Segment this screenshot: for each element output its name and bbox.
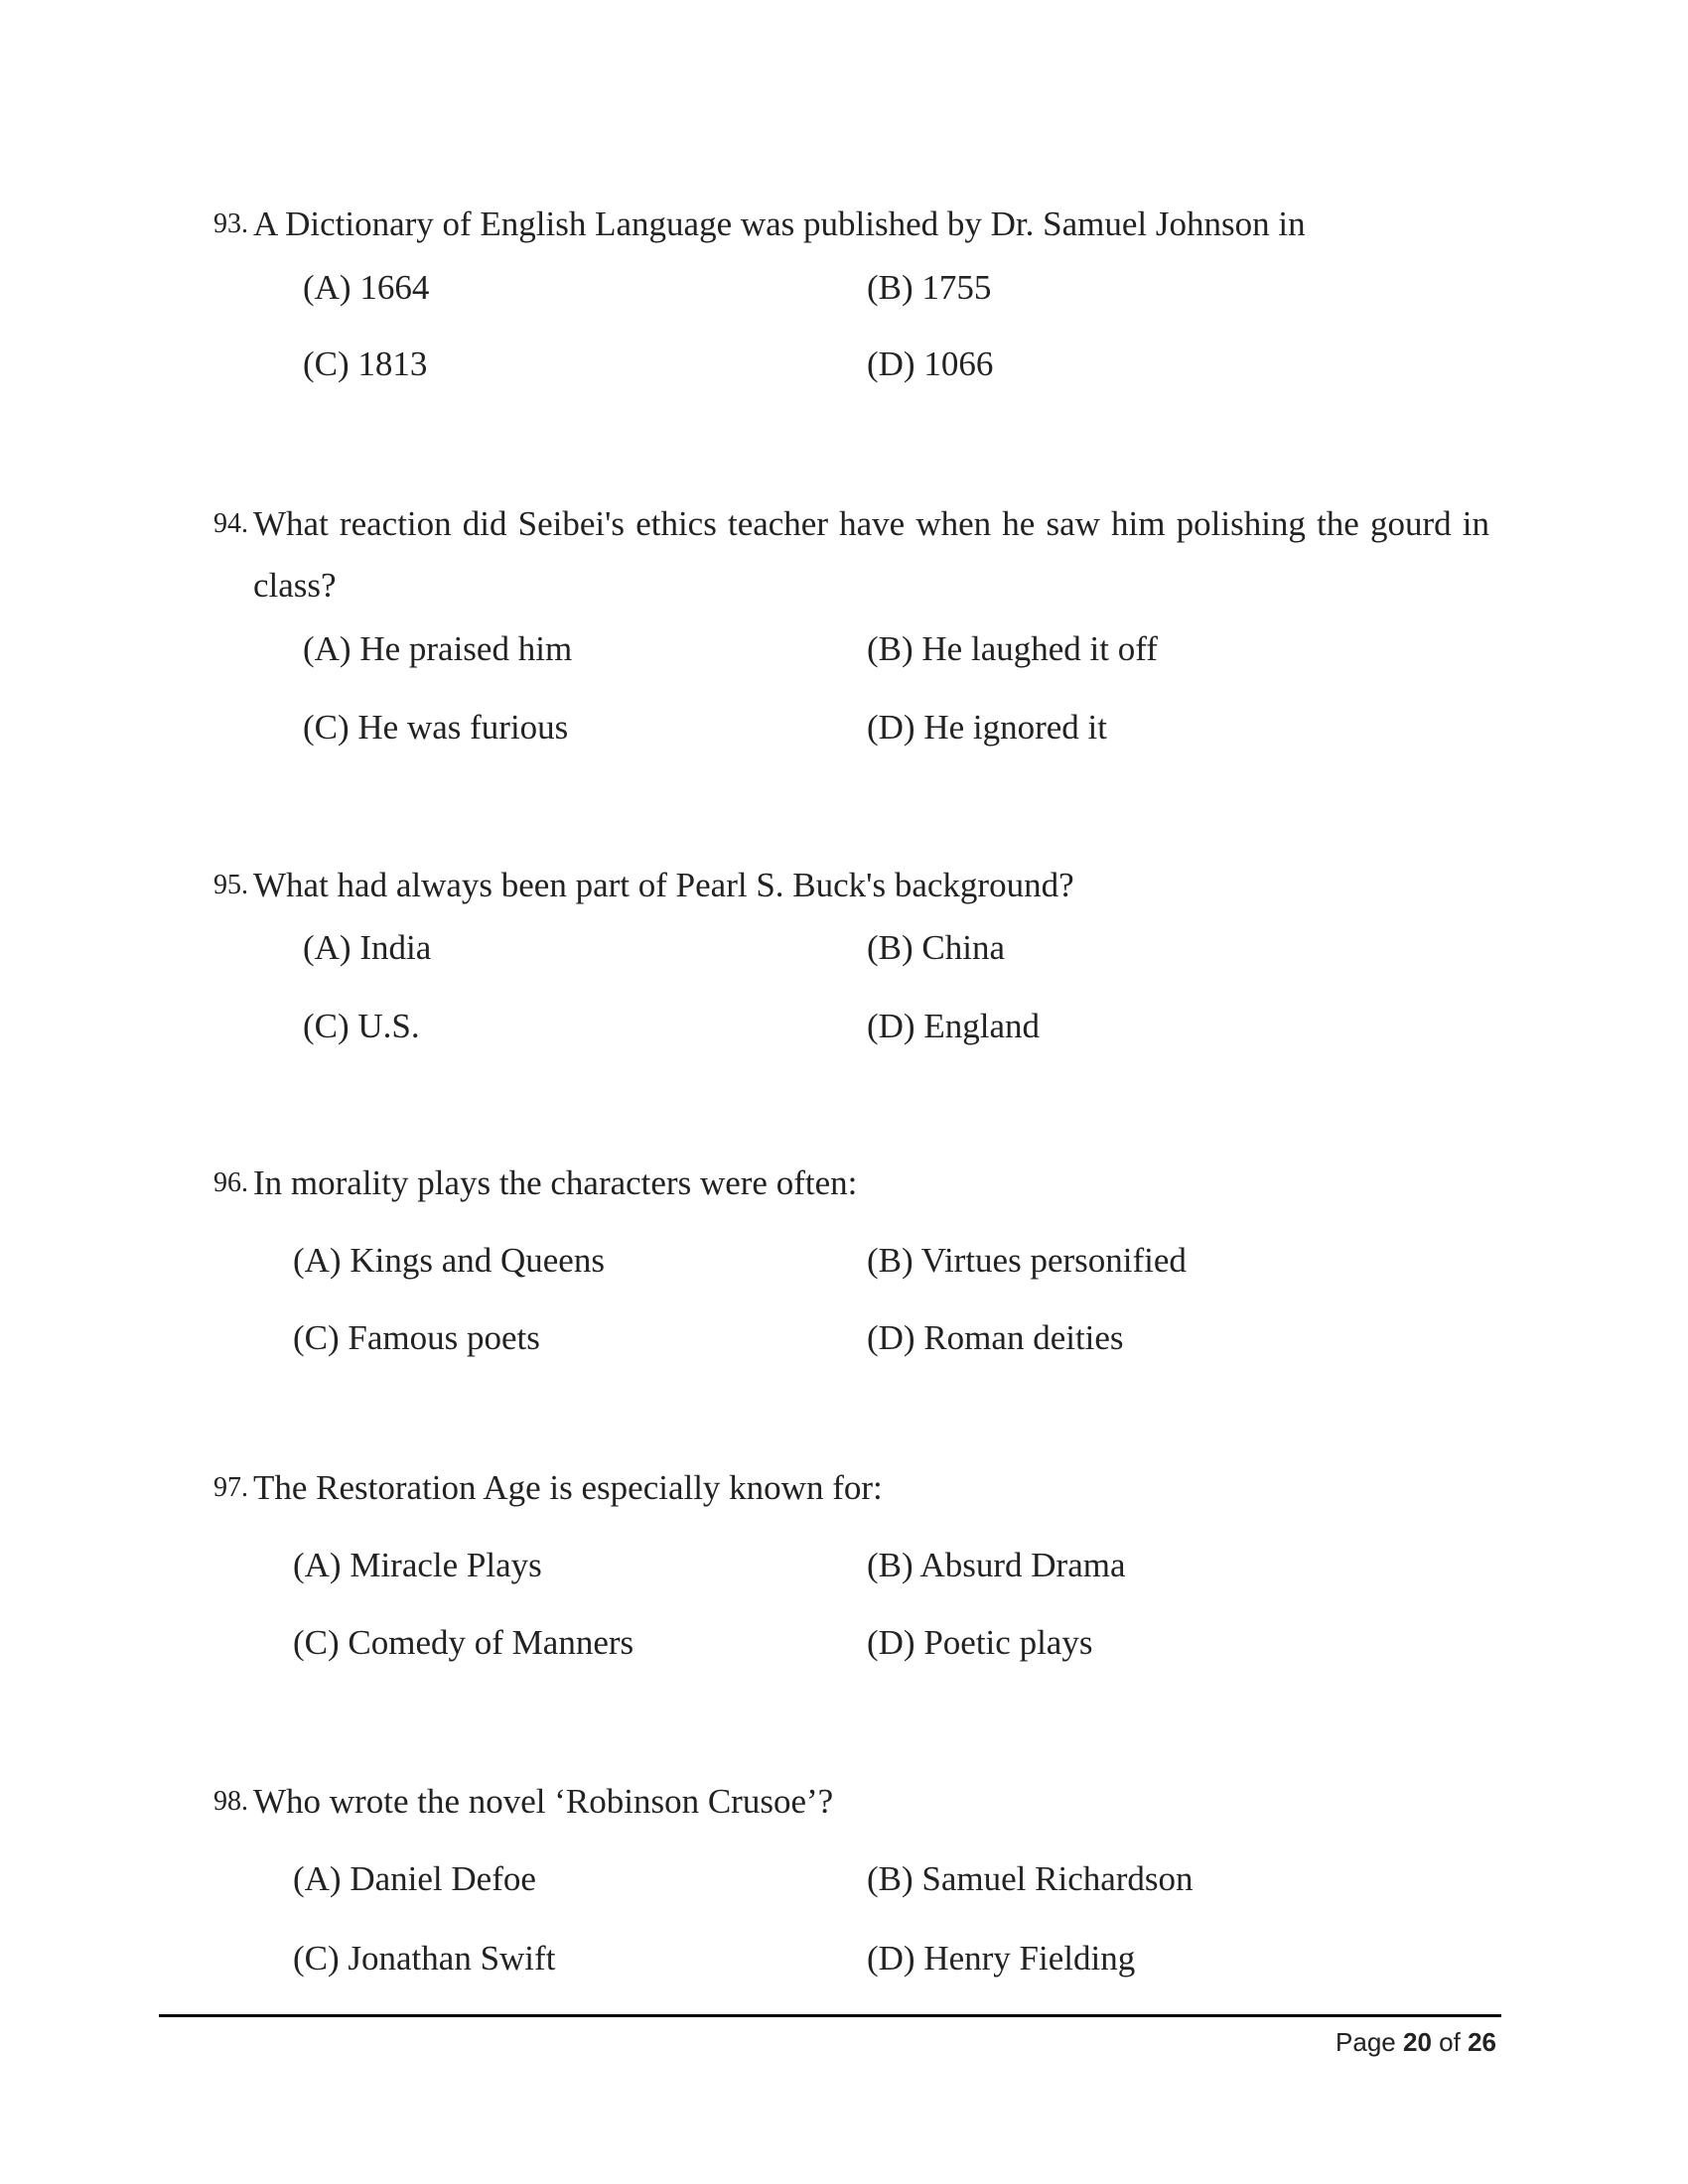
- option-a: (A) India: [303, 928, 432, 967]
- option-c: (C) He was furious: [303, 708, 569, 747]
- option-c: (C) U.S.: [303, 1007, 420, 1045]
- question-text: What reaction did Seibei's ethics teacher have when he saw him polishing the gourd in class?: [253, 504, 1489, 605]
- option-c: (C) Jonathan Swift: [293, 1939, 556, 1978]
- question-text: A Dictionary of English Language was published by Dr. Samuel Johnson in: [253, 205, 1306, 243]
- question-number: 98.: [213, 1786, 248, 1817]
- option-b: (B) China: [867, 928, 1006, 967]
- question-number: 94.: [213, 508, 248, 539]
- question-text: What had always been part of Pearl S. Buck's background?: [253, 866, 1074, 904]
- option-b: (B) Absurd Drama: [867, 1546, 1126, 1584]
- question-text: Who wrote the novel ‘Robinson Crusoe’?: [253, 1782, 834, 1821]
- option-d: (D) Poetic plays: [867, 1623, 1093, 1662]
- option-b: (B) Samuel Richardson: [867, 1859, 1194, 1898]
- option-d: (D) 1066: [867, 344, 994, 383]
- question-98: [213, 1771, 1489, 1833]
- question-text: The Restoration Age is especially known for:: [253, 1468, 883, 1507]
- page-total: 26: [1468, 2027, 1496, 2057]
- question-93: [213, 194, 1489, 255]
- option-a: (A) He praised him: [303, 629, 573, 668]
- option-a: (A) 1664: [303, 268, 430, 307]
- option-b: (B) Virtues personified: [867, 1241, 1187, 1280]
- page-label: Page: [1336, 2027, 1396, 2057]
- question-95: [213, 855, 1489, 916]
- option-c: (C) Comedy of Manners: [293, 1623, 634, 1662]
- of-label: of: [1439, 2027, 1461, 2057]
- option-d: (D) Henry Fielding: [867, 1939, 1136, 1978]
- question-94: [213, 493, 1489, 616]
- footer-divider: [159, 2014, 1501, 2017]
- page-current: 20: [1403, 2027, 1432, 2057]
- question-number: 96.: [213, 1167, 248, 1198]
- option-a: (A) Miracle Plays: [293, 1546, 542, 1584]
- question-number: 97.: [213, 1472, 248, 1503]
- option-d: (D) He ignored it: [867, 708, 1108, 747]
- question-text: In morality plays the characters were often:: [253, 1163, 858, 1202]
- option-a: (A) Daniel Defoe: [293, 1859, 536, 1898]
- option-c: (C) Famous poets: [293, 1318, 540, 1357]
- question-number: 95.: [213, 870, 248, 900]
- option-d: (D) Roman deities: [867, 1318, 1124, 1357]
- option-a: (A) Kings and Queens: [293, 1241, 605, 1280]
- option-c: (C) 1813: [303, 344, 428, 383]
- question-97: [213, 1457, 1489, 1519]
- option-d: (D) England: [867, 1007, 1040, 1045]
- question-96: [213, 1153, 1489, 1214]
- option-b: (B) He laughed it off: [867, 629, 1158, 668]
- option-b: (B) 1755: [867, 268, 992, 307]
- question-number: 93.: [213, 208, 248, 239]
- page-number: [1336, 2027, 1496, 2058]
